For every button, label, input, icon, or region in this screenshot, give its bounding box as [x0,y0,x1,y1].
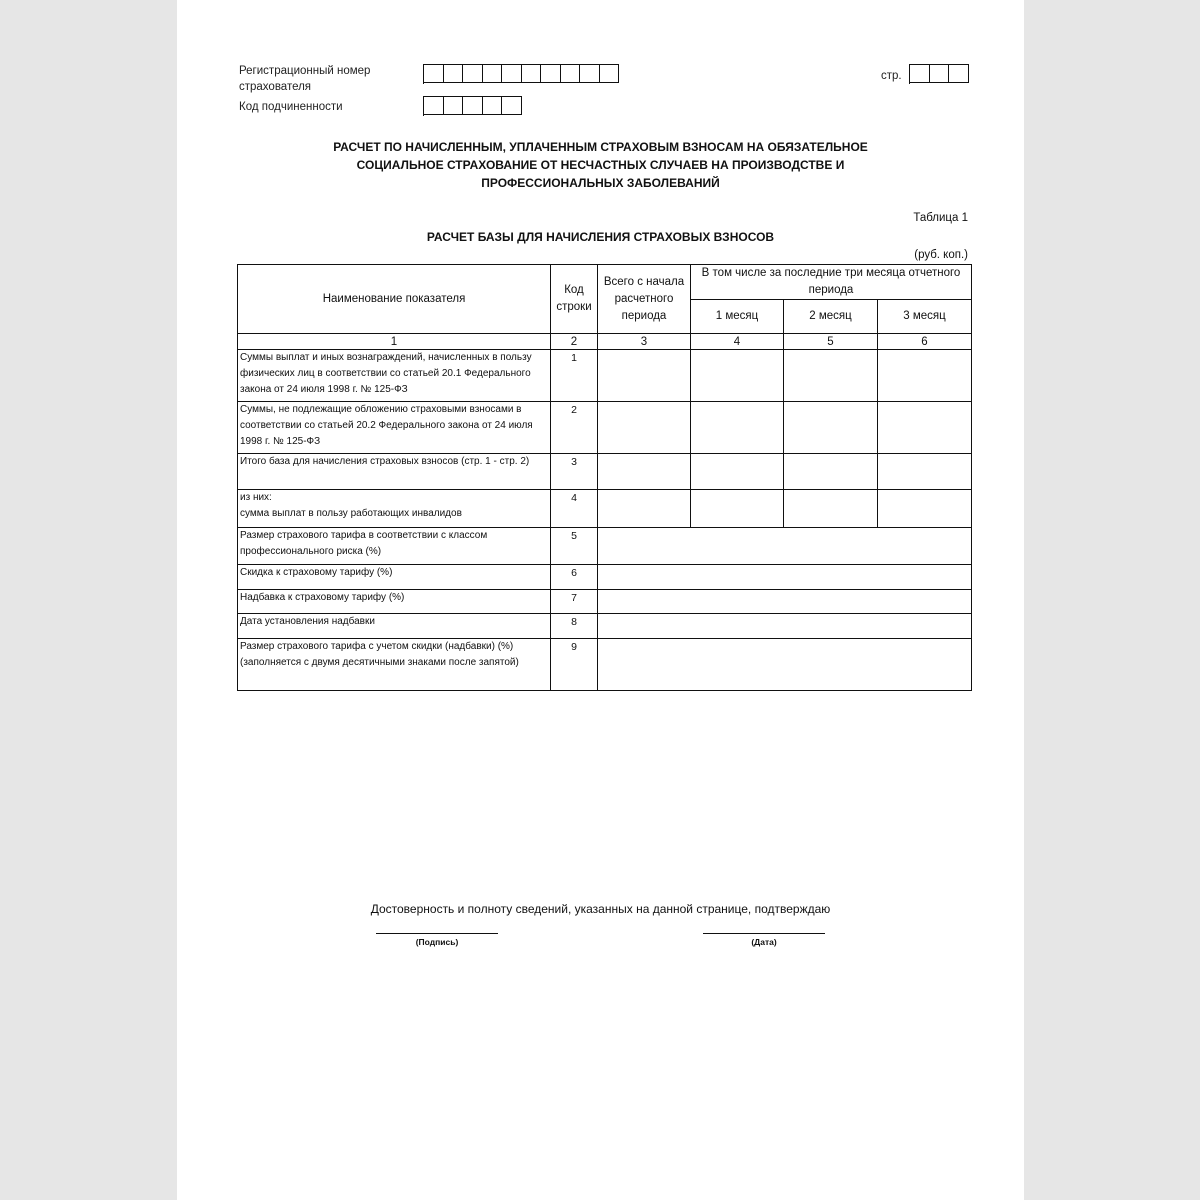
row-name: Итого база для начисления страховых взносов (стр. 1 - стр. 2) [238,454,551,490]
row-name-line: из них: [240,492,272,503]
confirmation-text: Достоверность и полноту сведений, указанных на данной странице, подтверждаю [370,902,831,916]
value-cell[interactable] [598,490,691,528]
header-month-1: 1 месяц [691,300,784,334]
row-name: Надбавка к страховому тарифу (%) [238,590,551,614]
column-number: 6 [878,334,972,350]
title-line-1: РАСЧЕТ ПО НАЧИСЛЕННЫМ, УПЛАЧЕННЫМ СТРАХОВЫМ ВЗНОСАМ НА ОБЯЗАТЕЛЬНОЕ [333,140,868,154]
table-number: Таблица 1 [913,212,968,224]
title-line-2: СОЦИАЛЬНОЕ СТРАХОВАНИЕ ОТ НЕСЧАСТНЫХ СЛУЧАЕВ НА ПРОИЗВОДСТВЕ И [356,158,845,172]
page-label: стр. [881,70,902,82]
table-row [238,402,972,454]
column-number: 3 [598,334,691,350]
row-code: 3 [551,454,598,490]
date-line[interactable] [703,933,825,934]
value-cell-merged[interactable] [598,565,972,590]
row-name: Скидка к страховому тарифу (%) [238,565,551,590]
value-cell[interactable] [784,490,878,528]
date-label: (Дата) [751,937,777,947]
value-cell[interactable] [784,402,878,454]
value-cell[interactable] [691,350,784,402]
value-cell[interactable] [598,454,691,490]
column-number: 4 [691,334,784,350]
sub-code-cells[interactable] [423,96,522,116]
table-row [238,565,972,590]
value-cell-merged[interactable] [598,590,972,614]
value-cell[interactable] [691,454,784,490]
value-cell[interactable] [878,402,972,454]
table-row [238,350,972,402]
header-month-3: 3 месяц [878,300,972,334]
header-line-code: Код строки [551,265,598,334]
title-line-3: ПРОФЕССИОНАЛЬНЫХ ЗАБОЛЕВАНИЙ [481,176,720,190]
header-total: Всего с начала расчетного периода [598,265,691,334]
header-month-2: 2 месяц [784,300,878,334]
row-name: Суммы, не подлежащие обложению страховыми взносами в соответствии со статьей 20.2 Федерального закона от 24 июля 1998 г. № 125-ФЗ [238,402,551,454]
table-title: РАСЧЕТ БАЗЫ ДЛЯ НАЧИСЛЕНИЯ СТРАХОВЫХ ВЗНОСОВ [426,230,775,244]
header-indicator-name: Наименование показателя [238,265,551,334]
row-code: 4 [551,490,598,528]
row-code: 9 [551,639,598,691]
row-name: Дата установления надбавки [238,614,551,639]
document-title [177,138,1024,192]
value-cell[interactable] [878,490,972,528]
units-label: (руб. коп.) [914,249,968,261]
value-cell[interactable] [598,350,691,402]
value-cell[interactable] [784,350,878,402]
page-number-cells[interactable] [909,64,969,84]
row-name: Суммы выплат и иных вознаграждений, начисленных в пользу физических лиц в соответствии со статьей 20.1 Федерального закона от 24 июля 1998 г. № 125-ФЗ [238,350,551,402]
column-number: 1 [238,334,551,350]
row-name [238,490,551,528]
value-cell[interactable] [598,402,691,454]
document-page [177,0,1024,1200]
reg-number-cells[interactable] [423,64,619,84]
table-row [238,490,972,528]
row-name: Размер страхового тарифа с учетом скидки (надбавки) (%) (заполняется с двумя десятичными знаками после запятой) [238,639,551,691]
row-code: 5 [551,528,598,565]
sub-code-label: Код подчиненности [239,101,343,113]
row-code: 2 [551,402,598,454]
value-cell[interactable] [878,350,972,402]
value-cell-merged[interactable] [598,528,972,565]
value-cell[interactable] [878,454,972,490]
value-cell[interactable] [691,402,784,454]
table-row [238,639,972,691]
row-name: Размер страхового тарифа в соответствии с классом профессионального риска (%) [238,528,551,565]
value-cell[interactable] [784,454,878,490]
signature-label: (Подпись) [415,937,459,947]
header-last-three-months: В том числе за последние три месяца отчетного периода [691,265,972,300]
table-row [238,454,972,490]
value-cell-merged[interactable] [598,639,972,691]
signature-line[interactable] [376,933,498,934]
base-calculation-table [237,264,972,691]
column-number: 5 [784,334,878,350]
table-row [238,590,972,614]
row-name-line: сумма выплат в пользу работающих инвалидов [240,508,462,519]
value-cell[interactable] [691,490,784,528]
table-row [238,528,972,565]
row-code: 1 [551,350,598,402]
row-code: 6 [551,565,598,590]
row-code: 8 [551,614,598,639]
column-number: 2 [551,334,598,350]
value-cell-merged[interactable] [598,614,972,639]
table-row [238,614,972,639]
row-code: 7 [551,590,598,614]
reg-number-label: Регистрационный номер страхователя [239,65,371,93]
